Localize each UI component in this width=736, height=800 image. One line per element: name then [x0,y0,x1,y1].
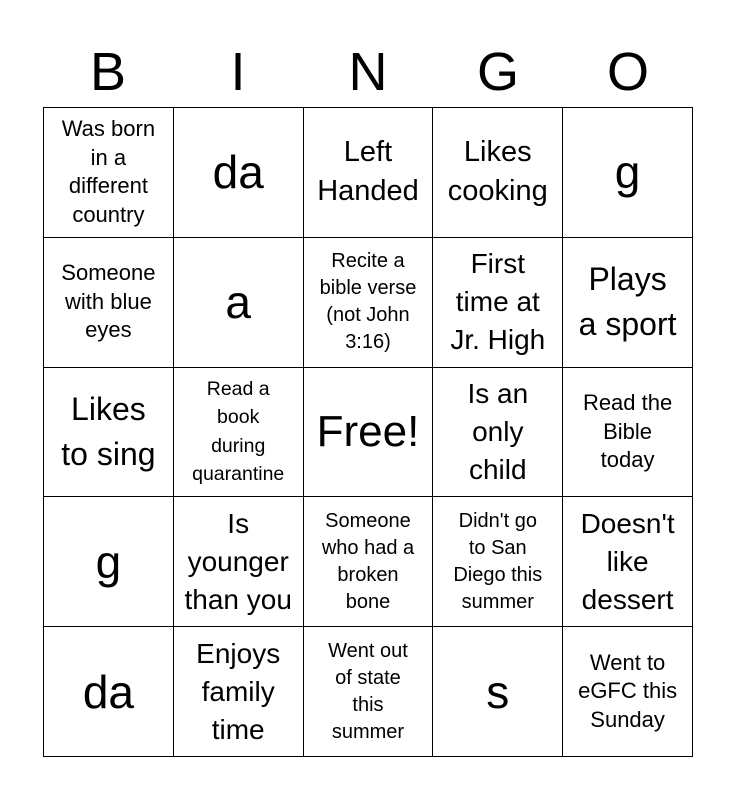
header-letter-b: B [89,42,127,102]
cell-label: Was born in a different country [61,116,156,227]
bingo-cell[interactable] [44,368,174,498]
cell-label: Doesn't like dessert [580,507,675,615]
cell-label: Enjoys family time [196,637,281,745]
bingo-cell[interactable] [174,238,304,368]
cell-label: a [225,276,251,329]
cell-label: Likes to sing [61,390,156,472]
header-letter-g: G [476,42,519,102]
bingo-cell[interactable] [304,238,434,368]
bingo-cell[interactable] [174,497,304,627]
cell-label: da [212,146,264,199]
bingo-cell[interactable] [44,627,174,757]
free-space-label: Free! [316,406,420,456]
cell-label: Read a book during quarantine [192,377,285,486]
cell-label: Recite a bible verse (not John 3:16) [319,250,417,354]
bingo-cell[interactable] [433,497,563,627]
cell-label: g [95,535,122,588]
cell-label: Someone with blue eyes [61,260,156,343]
bingo-cell[interactable] [563,238,693,368]
bingo-cell[interactable] [563,627,693,757]
bingo-cell[interactable] [433,108,563,238]
cell-label: Read the Bible today [582,390,673,473]
header-letter-o: O [606,42,649,102]
bingo-cell[interactable] [304,108,434,238]
cell-label: s [486,665,510,718]
bingo-cell[interactable] [174,108,304,238]
cell-label: Someone who had a broken bone [321,509,415,613]
cell-label: da [82,665,134,718]
cell-label: Is an only child [467,377,529,485]
bingo-cell[interactable] [174,627,304,757]
cell-label: Didn't go to San Diego this summer [453,509,543,613]
bingo-cell[interactable] [563,108,693,238]
cell-label: g [614,146,641,199]
header-letter-i: I [230,42,246,102]
bingo-cell[interactable] [304,627,434,757]
bingo-cell[interactable] [563,368,693,498]
bingo-header [43,40,693,104]
bingo-cell[interactable] [44,497,174,627]
bingo-cell[interactable] [304,368,434,498]
bingo-cell[interactable] [563,497,693,627]
cell-label: Left Handed [317,136,419,208]
bingo-cell[interactable] [433,368,563,498]
cell-label: Is younger than you [184,507,292,615]
cell-label: Likes cooking [447,136,548,208]
cell-label: Plays a sport [578,261,677,343]
cell-label: First time at Jr. High [450,248,546,356]
bingo-cell[interactable] [433,627,563,757]
cell-label: Went out of state this summer [328,639,408,743]
bingo-cell[interactable] [44,108,174,238]
bingo-cell[interactable] [433,238,563,368]
cell-label: Went to eGFC this Sunday [578,649,678,732]
header-letter-n: N [348,42,388,102]
bingo-cell[interactable] [304,497,434,627]
bingo-cell[interactable] [174,368,304,498]
bingo-cell[interactable] [44,238,174,368]
bingo-card-grid [43,107,693,757]
